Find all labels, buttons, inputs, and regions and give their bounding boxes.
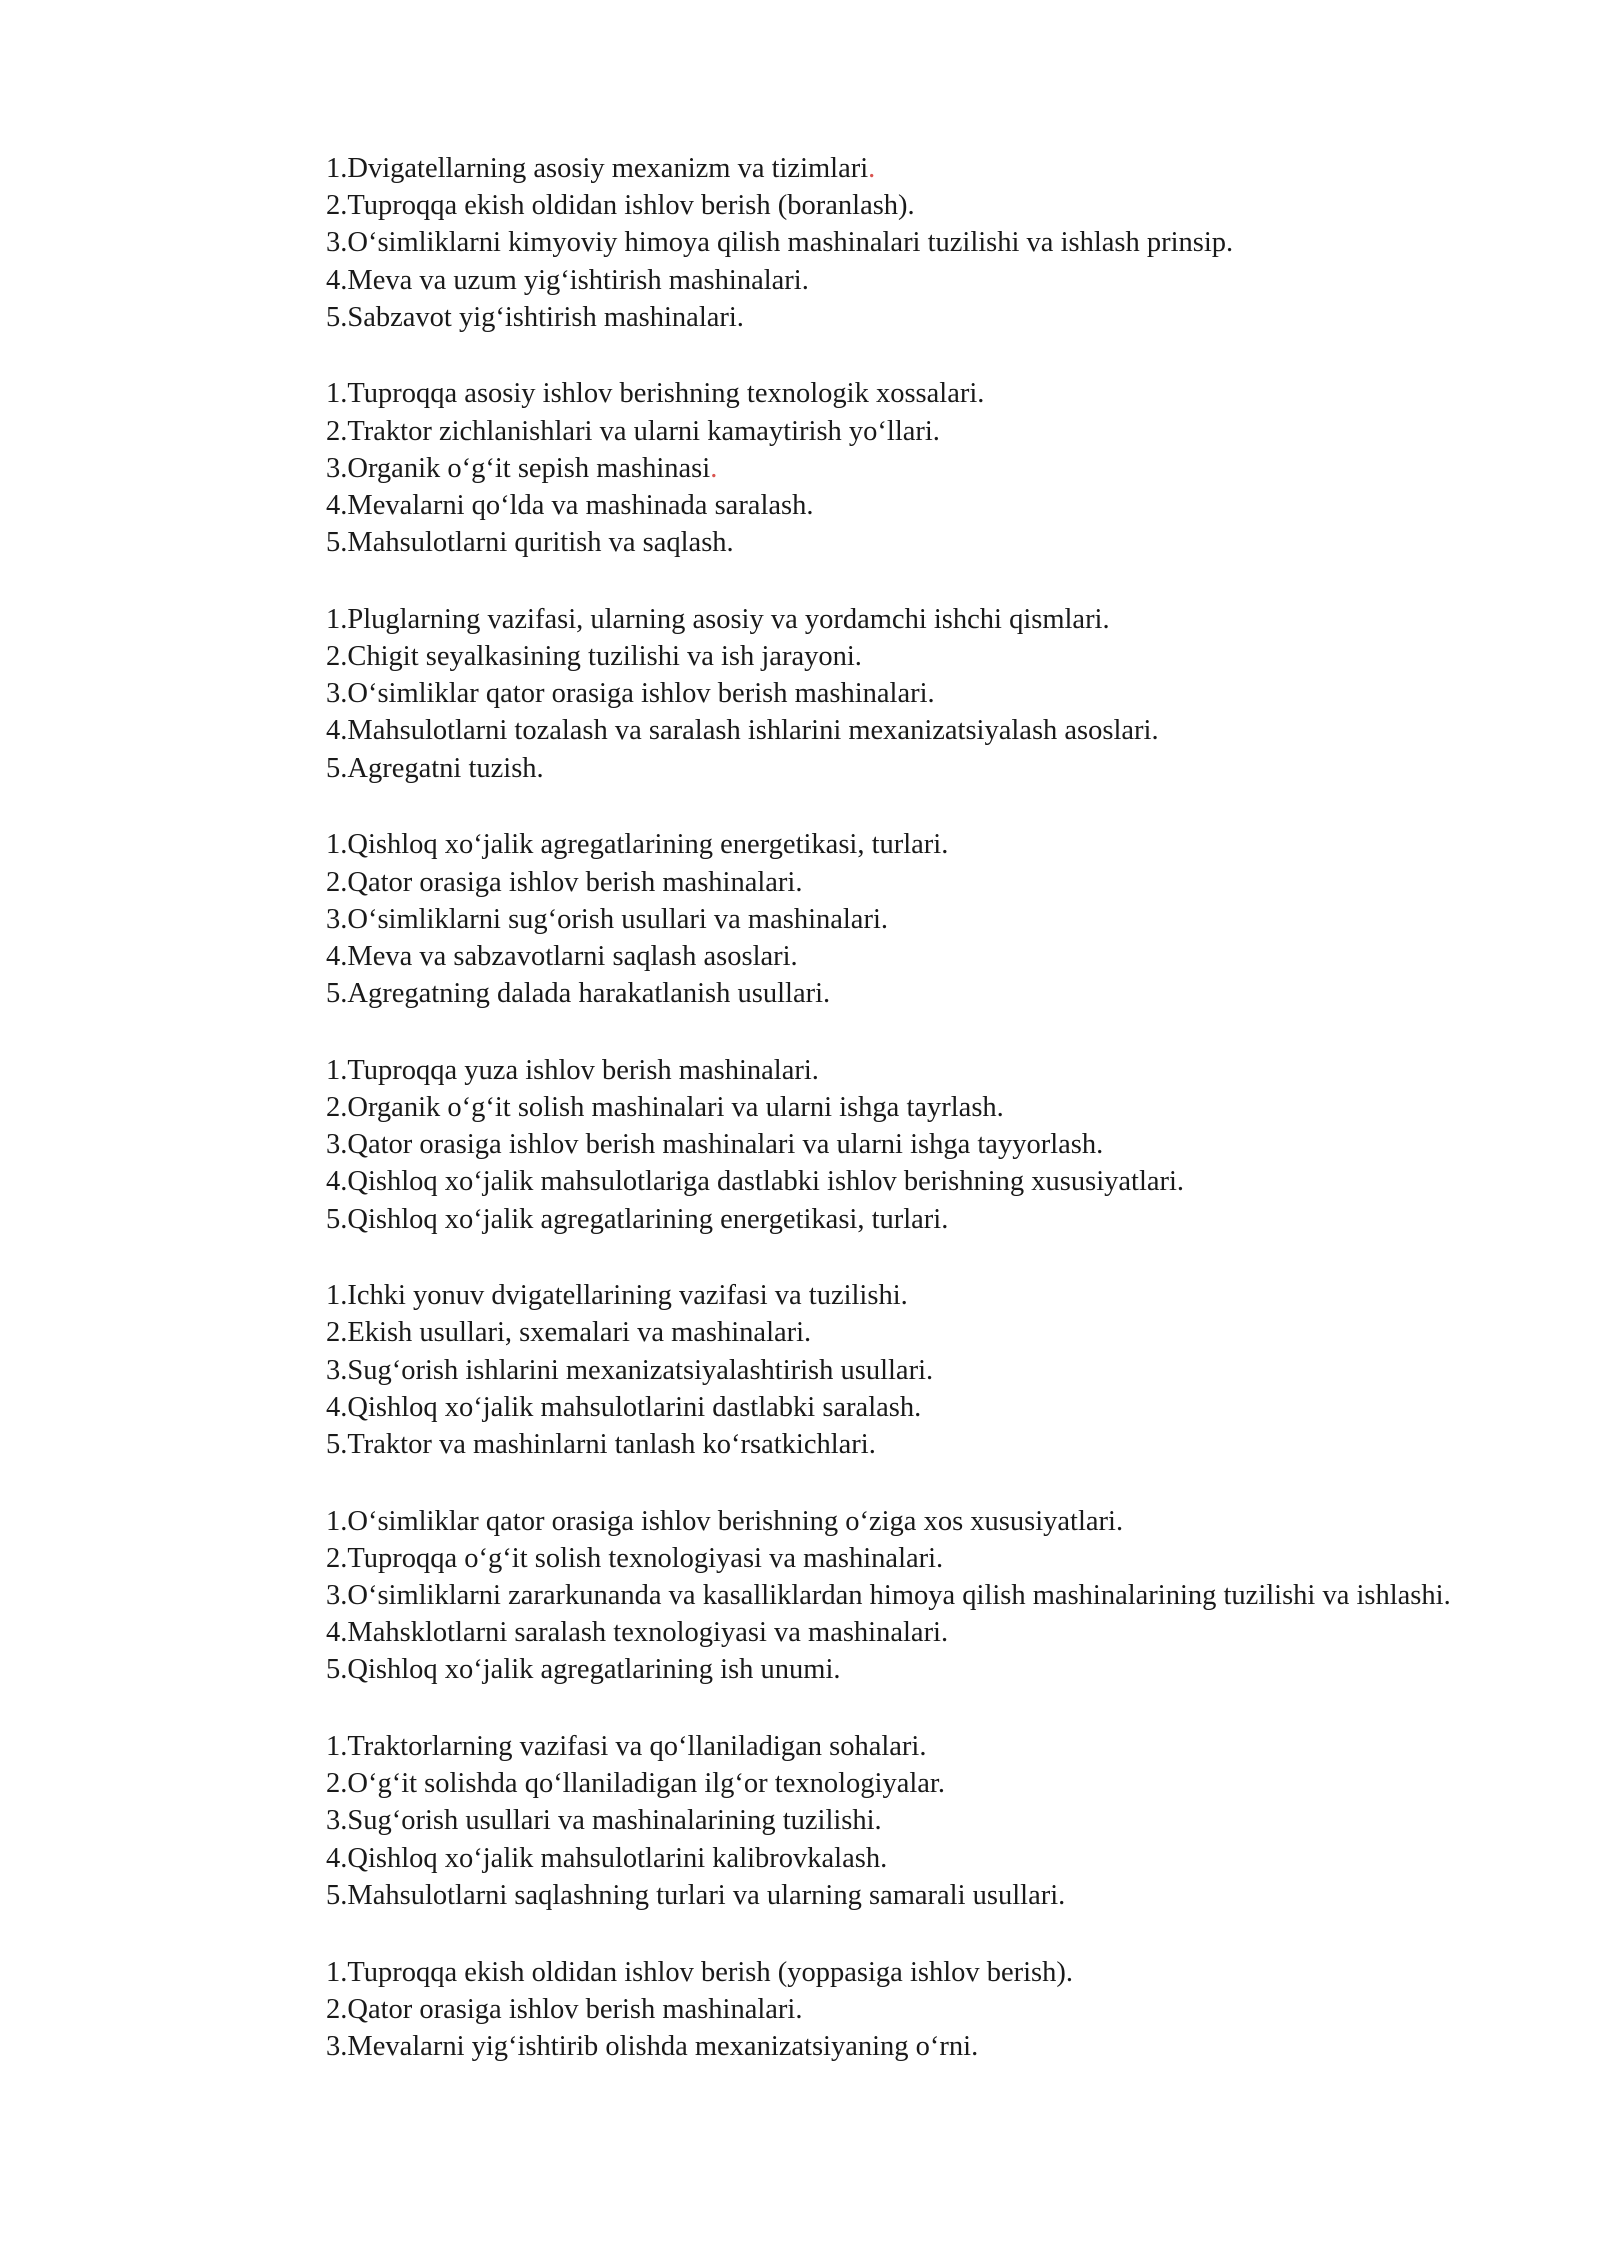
question-item — [230, 1201, 1530, 1238]
question-item — [230, 1126, 1530, 1163]
question-item — [230, 1052, 1530, 1089]
question-text: 4.Mevalarni qo‘lda va mashinada saralash. — [326, 490, 814, 521]
question-text: 3.Qator orasiga ishlov berish mashinalari va ularni ishga tayyorlash. — [326, 1129, 1104, 1161]
question-item — [230, 413, 1530, 450]
question-text: 3.O‘simliklarni zararkunanda va kasalliklardan himoya qilish mashinalarining tuzilishi va ishlashi. — [326, 1580, 1451, 1611]
question-text: 1.Qishloq xo‘jalik agregatlarining energetikasi, turlari. — [326, 829, 949, 861]
question-text: 1.Tuproqqa yuza ishlov berish mashinalari. — [326, 1054, 819, 1086]
question-item — [230, 1840, 1530, 1877]
question-group — [230, 1052, 1530, 1238]
question-item — [230, 1352, 1530, 1389]
question-text: 4.Qishloq xo‘jalik mahsulotlarini kalibrovkalash. — [326, 1842, 888, 1874]
question-text: 2.Qator orasiga ishlov berish mashinalari. — [326, 1993, 803, 2025]
question-item — [230, 1540, 1530, 1577]
question-group — [230, 1277, 1530, 1463]
question-item — [230, 224, 1530, 261]
question-item — [230, 975, 1530, 1012]
question-item — [230, 1503, 1530, 1540]
question-group — [230, 1728, 1530, 1914]
question-item — [230, 864, 1530, 901]
question-item — [230, 1389, 1530, 1426]
question-text: 2.Tuproqqa ekish oldidan ishlov berish (boranlash). — [326, 190, 915, 222]
question-group — [230, 1954, 1530, 2066]
question-text: 3.Sug‘orish usullari va mashinalarining tuzilishi. — [326, 1805, 882, 1837]
question-item — [230, 675, 1530, 712]
question-text: 5.Traktor va mashinlarni tanlash ko‘rsatkichlari. — [326, 1428, 876, 1460]
question-group — [230, 150, 1530, 336]
question-item — [230, 187, 1530, 224]
question-text: 2.Tuproqqa o‘g‘it solish texnologiyasi va mashinalari. — [326, 1542, 944, 1574]
question-item — [230, 1728, 1530, 1765]
question-text: 4.Qishloq xo‘jalik mahsulotlariga dastlabki ishlov berishning xususiyatlari. — [326, 1166, 1185, 1198]
question-text: 1.Tuproqqa ekish oldidan ishlov berish (yoppasiga ishlov berish). — [326, 1956, 1074, 1988]
question-text: 4.Mahsklotlarni saralash texnologiyasi va mashinalari. — [326, 1617, 949, 1649]
question-text: 5.Sabzavot yig‘ishtirish mashinalari. — [326, 301, 744, 333]
question-text: 1.Traktorlarning vazifasi va qo‘llaniladigan sohalari. — [326, 1731, 927, 1763]
question-text: 5.Qishloq xo‘jalik agregatlarining ish unumi. — [326, 1654, 841, 1686]
question-item — [230, 1277, 1530, 1314]
question-text: 1.O‘simliklar qator orasiga ishlov berishning o‘ziga xos xususiyatlari. — [326, 1505, 1124, 1537]
question-item — [230, 1765, 1530, 1802]
question-text: 4.Meva va uzum yig‘ishtirish mashinalari. — [326, 264, 809, 296]
question-text: 2.Organik o‘g‘it solish mashinalari va ularni ishga tayrlash. — [326, 1091, 1004, 1123]
question-text: 2.Traktor zichlanishlari va ularni kamaytirish yo‘llari. — [326, 415, 940, 447]
question-text: 5.Mahsulotlarni saqlashning turlari va ularning samarali usullari. — [326, 1879, 1066, 1911]
question-text: 5.Agregatning dalada harakatlanish usullari. — [326, 978, 831, 1010]
question-text: 1.Tuproqqa asosiy ishlov berishning texnologik xossalari. — [326, 378, 985, 410]
question-item — [230, 2028, 1530, 2065]
question-text: 3.Mevalarni yig‘ishtirib olishda mexanizatsiyaning o‘rni. — [326, 2030, 979, 2062]
question-item — [230, 1163, 1530, 1200]
question-item — [230, 1314, 1530, 1351]
question-text: 5.Agregatni tuzish. — [326, 752, 544, 784]
question-text: 4.Meva va sabzavotlarni saqlash asoslari. — [326, 940, 798, 972]
question-text: 3.O‘simliklarni sug‘orish usullari va mashinalari. — [326, 903, 888, 935]
question-item — [230, 262, 1530, 299]
question-text: 3.O‘simliklar qator orasiga ishlov berish mashinalari. — [326, 678, 935, 710]
question-item — [230, 450, 1530, 487]
question-text: 2.Qator orasiga ishlov berish mashinalari. — [326, 866, 803, 898]
question-item — [230, 524, 1530, 561]
question-item — [230, 1577, 1530, 1614]
question-item — [230, 938, 1530, 975]
question-text: 2.O‘g‘it solishda qo‘llaniladigan ilg‘or texnologiyalar. — [326, 1768, 945, 1800]
question-group — [230, 826, 1530, 1012]
question-group — [230, 601, 1530, 787]
question-item — [230, 601, 1530, 638]
question-text: 4.Mahsulotlarni tozalash va saralash ishlarini mexanizatsiyalash asoslari. — [326, 715, 1159, 747]
question-text: 4.Qishloq xo‘jalik mahsulotlarini dastlabki saralash. — [326, 1391, 922, 1423]
question-item — [230, 1991, 1530, 2028]
question-item — [230, 826, 1530, 863]
question-text: 3.Sug‘orish ishlarini mexanizatsiyalashtirish usullari. — [326, 1354, 934, 1386]
question-item — [230, 1089, 1530, 1126]
question-group — [230, 375, 1530, 561]
question-item — [230, 150, 1530, 187]
question-item — [230, 299, 1530, 336]
question-item — [230, 1954, 1530, 1991]
question-item — [230, 1802, 1530, 1839]
question-text: 2.Ekish usullari, sxemalari va mashinalari. — [326, 1317, 812, 1349]
question-text: 1.Pluglarning vazifasi, ularning asosiy va yordamchi ishchi qismlari. — [326, 603, 1110, 635]
question-tail-mark: . — [868, 153, 876, 184]
question-item — [230, 375, 1530, 412]
question-item — [230, 901, 1530, 938]
question-item — [230, 638, 1530, 675]
question-item — [230, 1877, 1530, 1914]
question-item — [230, 750, 1530, 787]
question-item — [230, 1426, 1530, 1463]
question-group — [230, 1503, 1530, 1689]
question-text: 1.Dvigatellarning asosiy mexanizm va tizimlari — [326, 153, 869, 184]
question-item — [230, 1651, 1530, 1688]
question-text: 3.O‘simliklarni kimyoviy himoya qilish mashinalari tuzilishi va ishlash prinsip. — [326, 227, 1234, 259]
question-tail-mark: . — [710, 452, 718, 484]
question-text: 1.Ichki yonuv dvigatellarining vazifasi va tuzilishi. — [326, 1280, 908, 1312]
question-list — [230, 150, 1530, 2065]
question-text: 3.Organik o‘g‘it sepish mashinasi — [326, 452, 711, 484]
question-text: 5.Qishloq xo‘jalik agregatlarining energetikasi, turlari. — [326, 1203, 949, 1235]
question-item — [230, 1614, 1530, 1651]
question-item — [230, 712, 1530, 749]
question-text: 5.Mahsulotlarni quritish va saqlash. — [326, 527, 734, 559]
question-text: 2.Chigit seyalkasining tuzilishi va ish jarayoni. — [326, 641, 862, 673]
question-item — [230, 487, 1530, 524]
